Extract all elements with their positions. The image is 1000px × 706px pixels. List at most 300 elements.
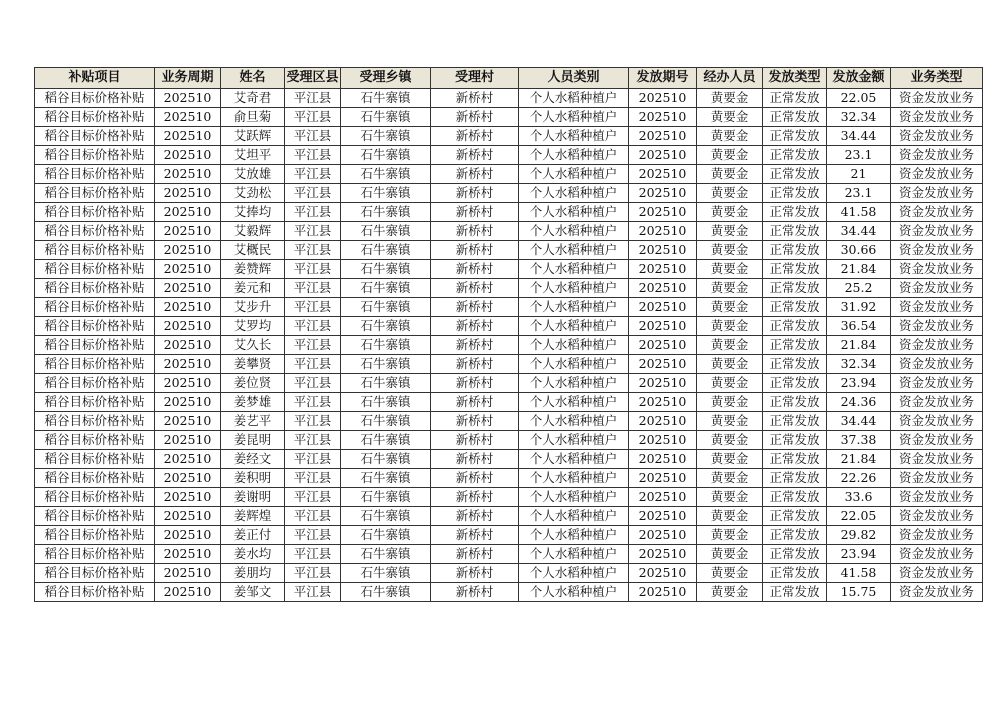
cell-subsidy-item: 稻谷目标价格补贴 xyxy=(35,431,155,450)
cell-issue-number: 202510 xyxy=(629,279,697,298)
cell-business-type: 资金发放业务 xyxy=(891,298,983,317)
cell-issue-type: 正常发放 xyxy=(763,184,827,203)
cell-subsidy-item: 稻谷目标价格补贴 xyxy=(35,488,155,507)
cell-township: 石牛寨镇 xyxy=(341,545,431,564)
table-row xyxy=(35,89,983,108)
cell-issue-number: 202510 xyxy=(629,222,697,241)
cell-amount: 41.58 xyxy=(827,564,891,583)
cell-business-type: 资金发放业务 xyxy=(891,222,983,241)
table-row xyxy=(35,279,983,298)
cell-business-period: 202510 xyxy=(155,583,221,602)
cell-person-category: 个人水稻种植户 xyxy=(519,526,629,545)
cell-name: 艾劲松 xyxy=(221,184,285,203)
cell-business-type: 资金发放业务 xyxy=(891,488,983,507)
cell-subsidy-item: 稻谷目标价格补贴 xyxy=(35,241,155,260)
cell-subsidy-item: 稻谷目标价格补贴 xyxy=(35,279,155,298)
cell-business-period: 202510 xyxy=(155,545,221,564)
cell-name: 艾概民 xyxy=(221,241,285,260)
cell-person-category: 个人水稻种植户 xyxy=(519,393,629,412)
cell-district: 平江县 xyxy=(285,469,341,488)
cell-handler: 黄要金 xyxy=(697,564,763,583)
cell-issue-number: 202510 xyxy=(629,488,697,507)
cell-issue-number: 202510 xyxy=(629,165,697,184)
cell-township: 石牛寨镇 xyxy=(341,450,431,469)
table-row xyxy=(35,450,983,469)
cell-person-category: 个人水稻种植户 xyxy=(519,89,629,108)
cell-person-category: 个人水稻种植户 xyxy=(519,374,629,393)
cell-name: 姜元和 xyxy=(221,279,285,298)
column-header-issue-number: 发放期号 xyxy=(629,68,697,89)
cell-person-category: 个人水稻种植户 xyxy=(519,241,629,260)
cell-business-type: 资金发放业务 xyxy=(891,165,983,184)
cell-business-type: 资金发放业务 xyxy=(891,393,983,412)
cell-name: 姜赞辉 xyxy=(221,260,285,279)
cell-district: 平江县 xyxy=(285,165,341,184)
table-row xyxy=(35,184,983,203)
cell-business-type: 资金发放业务 xyxy=(891,279,983,298)
cell-village: 新桥村 xyxy=(431,222,519,241)
cell-district: 平江县 xyxy=(285,393,341,412)
cell-issue-number: 202510 xyxy=(629,583,697,602)
cell-business-period: 202510 xyxy=(155,279,221,298)
cell-district: 平江县 xyxy=(285,374,341,393)
cell-village: 新桥村 xyxy=(431,450,519,469)
cell-handler: 黄要金 xyxy=(697,374,763,393)
cell-issue-number: 202510 xyxy=(629,203,697,222)
cell-person-category: 个人水稻种植户 xyxy=(519,545,629,564)
cell-subsidy-item: 稻谷目标价格补贴 xyxy=(35,355,155,374)
cell-handler: 黄要金 xyxy=(697,298,763,317)
cell-business-period: 202510 xyxy=(155,393,221,412)
table-row xyxy=(35,469,983,488)
cell-subsidy-item: 稻谷目标价格补贴 xyxy=(35,412,155,431)
cell-village: 新桥村 xyxy=(431,146,519,165)
cell-village: 新桥村 xyxy=(431,526,519,545)
cell-village: 新桥村 xyxy=(431,165,519,184)
cell-issue-type: 正常发放 xyxy=(763,241,827,260)
cell-person-category: 个人水稻种植户 xyxy=(519,412,629,431)
cell-business-type: 资金发放业务 xyxy=(891,450,983,469)
cell-handler: 黄要金 xyxy=(697,450,763,469)
cell-district: 平江县 xyxy=(285,89,341,108)
cell-township: 石牛寨镇 xyxy=(341,412,431,431)
cell-issue-type: 正常发放 xyxy=(763,545,827,564)
cell-person-category: 个人水稻种植户 xyxy=(519,450,629,469)
cell-handler: 黄要金 xyxy=(697,526,763,545)
cell-business-period: 202510 xyxy=(155,564,221,583)
cell-issue-type: 正常发放 xyxy=(763,146,827,165)
cell-amount: 21.84 xyxy=(827,450,891,469)
cell-township: 石牛寨镇 xyxy=(341,583,431,602)
cell-issue-type: 正常发放 xyxy=(763,89,827,108)
cell-issue-number: 202510 xyxy=(629,260,697,279)
cell-amount: 23.94 xyxy=(827,545,891,564)
cell-issue-type: 正常发放 xyxy=(763,336,827,355)
cell-district: 平江县 xyxy=(285,431,341,450)
cell-business-period: 202510 xyxy=(155,108,221,127)
cell-township: 石牛寨镇 xyxy=(341,393,431,412)
cell-business-type: 资金发放业务 xyxy=(891,317,983,336)
column-header-person-category: 人员类别 xyxy=(519,68,629,89)
cell-business-period: 202510 xyxy=(155,222,221,241)
cell-business-type: 资金发放业务 xyxy=(891,241,983,260)
cell-amount: 34.44 xyxy=(827,412,891,431)
cell-township: 石牛寨镇 xyxy=(341,165,431,184)
cell-business-type: 资金发放业务 xyxy=(891,355,983,374)
table-header-row xyxy=(35,68,983,89)
cell-person-category: 个人水稻种植户 xyxy=(519,431,629,450)
cell-name: 艾步升 xyxy=(221,298,285,317)
cell-issue-type: 正常发放 xyxy=(763,469,827,488)
cell-subsidy-item: 稻谷目标价格补贴 xyxy=(35,374,155,393)
cell-name: 艾坦平 xyxy=(221,146,285,165)
cell-issue-number: 202510 xyxy=(629,507,697,526)
cell-district: 平江县 xyxy=(285,355,341,374)
cell-handler: 黄要金 xyxy=(697,431,763,450)
cell-person-category: 个人水稻种植户 xyxy=(519,469,629,488)
cell-handler: 黄要金 xyxy=(697,488,763,507)
cell-issue-number: 202510 xyxy=(629,469,697,488)
subsidy-table xyxy=(34,67,983,602)
table-body xyxy=(35,89,983,602)
cell-district: 平江县 xyxy=(285,488,341,507)
column-header-township: 受理乡镇 xyxy=(341,68,431,89)
cell-district: 平江县 xyxy=(285,184,341,203)
cell-subsidy-item: 稻谷目标价格补贴 xyxy=(35,545,155,564)
cell-issue-number: 202510 xyxy=(629,108,697,127)
cell-person-category: 个人水稻种植户 xyxy=(519,108,629,127)
table-row xyxy=(35,260,983,279)
table-row xyxy=(35,222,983,241)
cell-handler: 黄要金 xyxy=(697,545,763,564)
cell-village: 新桥村 xyxy=(431,564,519,583)
table-row xyxy=(35,488,983,507)
cell-issue-number: 202510 xyxy=(629,545,697,564)
cell-issue-type: 正常发放 xyxy=(763,507,827,526)
cell-issue-number: 202510 xyxy=(629,241,697,260)
cell-handler: 黄要金 xyxy=(697,165,763,184)
cell-issue-number: 202510 xyxy=(629,298,697,317)
cell-township: 石牛寨镇 xyxy=(341,526,431,545)
cell-business-period: 202510 xyxy=(155,298,221,317)
cell-person-category: 个人水稻种植户 xyxy=(519,336,629,355)
cell-issue-type: 正常发放 xyxy=(763,279,827,298)
cell-business-type: 资金发放业务 xyxy=(891,545,983,564)
cell-handler: 黄要金 xyxy=(697,89,763,108)
cell-subsidy-item: 稻谷目标价格补贴 xyxy=(35,146,155,165)
cell-name: 姜昆明 xyxy=(221,431,285,450)
cell-subsidy-item: 稻谷目标价格补贴 xyxy=(35,317,155,336)
cell-person-category: 个人水稻种植户 xyxy=(519,165,629,184)
table-row xyxy=(35,545,983,564)
cell-district: 平江县 xyxy=(285,203,341,222)
cell-business-type: 资金发放业务 xyxy=(891,127,983,146)
cell-issue-type: 正常发放 xyxy=(763,260,827,279)
column-header-business-period: 业务周期 xyxy=(155,68,221,89)
cell-name: 艾毅辉 xyxy=(221,222,285,241)
cell-subsidy-item: 稻谷目标价格补贴 xyxy=(35,165,155,184)
cell-handler: 黄要金 xyxy=(697,412,763,431)
cell-township: 石牛寨镇 xyxy=(341,108,431,127)
cell-business-period: 202510 xyxy=(155,203,221,222)
cell-person-category: 个人水稻种植户 xyxy=(519,507,629,526)
cell-township: 石牛寨镇 xyxy=(341,564,431,583)
cell-handler: 黄要金 xyxy=(697,241,763,260)
cell-issue-type: 正常发放 xyxy=(763,165,827,184)
cell-village: 新桥村 xyxy=(431,507,519,526)
cell-business-period: 202510 xyxy=(155,355,221,374)
cell-issue-number: 202510 xyxy=(629,412,697,431)
cell-village: 新桥村 xyxy=(431,127,519,146)
cell-subsidy-item: 稻谷目标价格补贴 xyxy=(35,393,155,412)
table-row xyxy=(35,583,983,602)
cell-business-period: 202510 xyxy=(155,89,221,108)
cell-subsidy-item: 稻谷目标价格补贴 xyxy=(35,89,155,108)
cell-business-period: 202510 xyxy=(155,450,221,469)
table-row xyxy=(35,127,983,146)
cell-subsidy-item: 稻谷目标价格补贴 xyxy=(35,526,155,545)
cell-township: 石牛寨镇 xyxy=(341,184,431,203)
cell-village: 新桥村 xyxy=(431,203,519,222)
cell-issue-number: 202510 xyxy=(629,393,697,412)
table-row xyxy=(35,203,983,222)
cell-name: 艾奇君 xyxy=(221,89,285,108)
cell-village: 新桥村 xyxy=(431,545,519,564)
column-header-district: 受理区县 xyxy=(285,68,341,89)
cell-business-period: 202510 xyxy=(155,507,221,526)
cell-district: 平江县 xyxy=(285,260,341,279)
cell-name: 姜辉煌 xyxy=(221,507,285,526)
cell-township: 石牛寨镇 xyxy=(341,127,431,146)
cell-district: 平江县 xyxy=(285,298,341,317)
cell-handler: 黄要金 xyxy=(697,260,763,279)
cell-business-type: 资金发放业务 xyxy=(891,564,983,583)
cell-business-type: 资金发放业务 xyxy=(891,431,983,450)
cell-village: 新桥村 xyxy=(431,583,519,602)
cell-name: 姜攀贤 xyxy=(221,355,285,374)
cell-subsidy-item: 稻谷目标价格补贴 xyxy=(35,469,155,488)
cell-name: 姜谢明 xyxy=(221,488,285,507)
cell-district: 平江县 xyxy=(285,127,341,146)
cell-district: 平江县 xyxy=(285,336,341,355)
cell-business-period: 202510 xyxy=(155,127,221,146)
cell-amount: 21.84 xyxy=(827,260,891,279)
cell-village: 新桥村 xyxy=(431,431,519,450)
cell-subsidy-item: 稻谷目标价格补贴 xyxy=(35,450,155,469)
cell-village: 新桥村 xyxy=(431,317,519,336)
cell-business-period: 202510 xyxy=(155,317,221,336)
cell-handler: 黄要金 xyxy=(697,184,763,203)
cell-business-period: 202510 xyxy=(155,260,221,279)
cell-handler: 黄要金 xyxy=(697,393,763,412)
cell-person-category: 个人水稻种植户 xyxy=(519,184,629,203)
cell-handler: 黄要金 xyxy=(697,108,763,127)
cell-village: 新桥村 xyxy=(431,355,519,374)
cell-township: 石牛寨镇 xyxy=(341,507,431,526)
cell-township: 石牛寨镇 xyxy=(341,431,431,450)
cell-person-category: 个人水稻种植户 xyxy=(519,317,629,336)
table-row xyxy=(35,336,983,355)
cell-name: 艾放雄 xyxy=(221,165,285,184)
cell-handler: 黄要金 xyxy=(697,203,763,222)
table-row xyxy=(35,507,983,526)
cell-handler: 黄要金 xyxy=(697,146,763,165)
cell-district: 平江县 xyxy=(285,146,341,165)
cell-subsidy-item: 稻谷目标价格补贴 xyxy=(35,222,155,241)
cell-issue-type: 正常发放 xyxy=(763,203,827,222)
cell-subsidy-item: 稻谷目标价格补贴 xyxy=(35,127,155,146)
table-row xyxy=(35,431,983,450)
cell-name: 艾久长 xyxy=(221,336,285,355)
table-row xyxy=(35,146,983,165)
cell-person-category: 个人水稻种植户 xyxy=(519,583,629,602)
cell-township: 石牛寨镇 xyxy=(341,203,431,222)
cell-issue-number: 202510 xyxy=(629,431,697,450)
cell-amount: 31.92 xyxy=(827,298,891,317)
cell-issue-type: 正常发放 xyxy=(763,564,827,583)
column-header-name: 姓名 xyxy=(221,68,285,89)
cell-amount: 34.44 xyxy=(827,222,891,241)
table-row xyxy=(35,564,983,583)
cell-handler: 黄要金 xyxy=(697,222,763,241)
cell-district: 平江县 xyxy=(285,545,341,564)
cell-amount: 23.1 xyxy=(827,184,891,203)
cell-district: 平江县 xyxy=(285,317,341,336)
cell-business-type: 资金发放业务 xyxy=(891,336,983,355)
cell-village: 新桥村 xyxy=(431,412,519,431)
cell-amount: 34.44 xyxy=(827,127,891,146)
cell-village: 新桥村 xyxy=(431,184,519,203)
cell-amount: 23.1 xyxy=(827,146,891,165)
cell-village: 新桥村 xyxy=(431,260,519,279)
cell-name: 姜梦雄 xyxy=(221,393,285,412)
cell-business-period: 202510 xyxy=(155,336,221,355)
cell-amount: 22.05 xyxy=(827,89,891,108)
cell-township: 石牛寨镇 xyxy=(341,279,431,298)
cell-amount: 41.58 xyxy=(827,203,891,222)
cell-issue-type: 正常发放 xyxy=(763,488,827,507)
cell-name: 姜正付 xyxy=(221,526,285,545)
cell-business-type: 资金发放业务 xyxy=(891,469,983,488)
cell-amount: 25.2 xyxy=(827,279,891,298)
cell-subsidy-item: 稻谷目标价格补贴 xyxy=(35,184,155,203)
cell-subsidy-item: 稻谷目标价格补贴 xyxy=(35,260,155,279)
table-row xyxy=(35,412,983,431)
cell-issue-number: 202510 xyxy=(629,450,697,469)
cell-name: 姜邹文 xyxy=(221,583,285,602)
cell-subsidy-item: 稻谷目标价格补贴 xyxy=(35,583,155,602)
cell-township: 石牛寨镇 xyxy=(341,317,431,336)
cell-name: 姜水均 xyxy=(221,545,285,564)
cell-issue-type: 正常发放 xyxy=(763,450,827,469)
table-row xyxy=(35,241,983,260)
cell-issue-type: 正常发放 xyxy=(763,393,827,412)
cell-name: 姜位贤 xyxy=(221,374,285,393)
cell-district: 平江县 xyxy=(285,412,341,431)
cell-name: 姜朋均 xyxy=(221,564,285,583)
cell-township: 石牛寨镇 xyxy=(341,146,431,165)
cell-business-type: 资金发放业务 xyxy=(891,374,983,393)
cell-village: 新桥村 xyxy=(431,298,519,317)
cell-issue-type: 正常发放 xyxy=(763,108,827,127)
cell-person-category: 个人水稻种植户 xyxy=(519,279,629,298)
cell-business-type: 资金发放业务 xyxy=(891,583,983,602)
cell-name: 艾罗均 xyxy=(221,317,285,336)
cell-amount: 33.6 xyxy=(827,488,891,507)
cell-issue-type: 正常发放 xyxy=(763,298,827,317)
cell-township: 石牛寨镇 xyxy=(341,469,431,488)
cell-person-category: 个人水稻种植户 xyxy=(519,298,629,317)
cell-person-category: 个人水稻种植户 xyxy=(519,127,629,146)
cell-handler: 黄要金 xyxy=(697,355,763,374)
cell-district: 平江县 xyxy=(285,222,341,241)
cell-issue-type: 正常发放 xyxy=(763,222,827,241)
cell-district: 平江县 xyxy=(285,564,341,583)
cell-district: 平江县 xyxy=(285,526,341,545)
cell-handler: 黄要金 xyxy=(697,583,763,602)
table-row xyxy=(35,298,983,317)
cell-person-category: 个人水稻种植户 xyxy=(519,260,629,279)
cell-issue-type: 正常发放 xyxy=(763,317,827,336)
cell-amount: 30.66 xyxy=(827,241,891,260)
cell-amount: 22.26 xyxy=(827,469,891,488)
cell-amount: 22.05 xyxy=(827,507,891,526)
table-row xyxy=(35,317,983,336)
cell-district: 平江县 xyxy=(285,450,341,469)
cell-person-category: 个人水稻种植户 xyxy=(519,146,629,165)
cell-issue-number: 202510 xyxy=(629,336,697,355)
cell-business-period: 202510 xyxy=(155,165,221,184)
cell-issue-number: 202510 xyxy=(629,317,697,336)
cell-person-category: 个人水稻种植户 xyxy=(519,564,629,583)
table-row xyxy=(35,526,983,545)
cell-issue-number: 202510 xyxy=(629,89,697,108)
cell-district: 平江县 xyxy=(285,583,341,602)
cell-name: 姜艺平 xyxy=(221,412,285,431)
cell-district: 平江县 xyxy=(285,507,341,526)
table-row xyxy=(35,165,983,184)
column-header-amount: 发放金额 xyxy=(827,68,891,89)
cell-handler: 黄要金 xyxy=(697,317,763,336)
cell-business-period: 202510 xyxy=(155,146,221,165)
cell-district: 平江县 xyxy=(285,279,341,298)
column-header-subsidy-item: 补贴项目 xyxy=(35,68,155,89)
cell-handler: 黄要金 xyxy=(697,279,763,298)
cell-township: 石牛寨镇 xyxy=(341,222,431,241)
cell-amount: 23.94 xyxy=(827,374,891,393)
column-header-handler: 经办人员 xyxy=(697,68,763,89)
cell-person-category: 个人水稻种植户 xyxy=(519,355,629,374)
cell-subsidy-item: 稻谷目标价格补贴 xyxy=(35,507,155,526)
column-header-business-type: 业务类型 xyxy=(891,68,983,89)
cell-subsidy-item: 稻谷目标价格补贴 xyxy=(35,203,155,222)
cell-issue-number: 202510 xyxy=(629,526,697,545)
cell-issue-number: 202510 xyxy=(629,127,697,146)
cell-township: 石牛寨镇 xyxy=(341,298,431,317)
cell-amount: 37.38 xyxy=(827,431,891,450)
cell-issue-type: 正常发放 xyxy=(763,127,827,146)
cell-village: 新桥村 xyxy=(431,374,519,393)
cell-business-period: 202510 xyxy=(155,431,221,450)
cell-issue-type: 正常发放 xyxy=(763,431,827,450)
cell-subsidy-item: 稻谷目标价格补贴 xyxy=(35,108,155,127)
cell-business-period: 202510 xyxy=(155,374,221,393)
cell-district: 平江县 xyxy=(285,241,341,260)
cell-business-type: 资金发放业务 xyxy=(891,203,983,222)
cell-business-type: 资金发放业务 xyxy=(891,184,983,203)
cell-business-type: 资金发放业务 xyxy=(891,146,983,165)
cell-village: 新桥村 xyxy=(431,241,519,260)
